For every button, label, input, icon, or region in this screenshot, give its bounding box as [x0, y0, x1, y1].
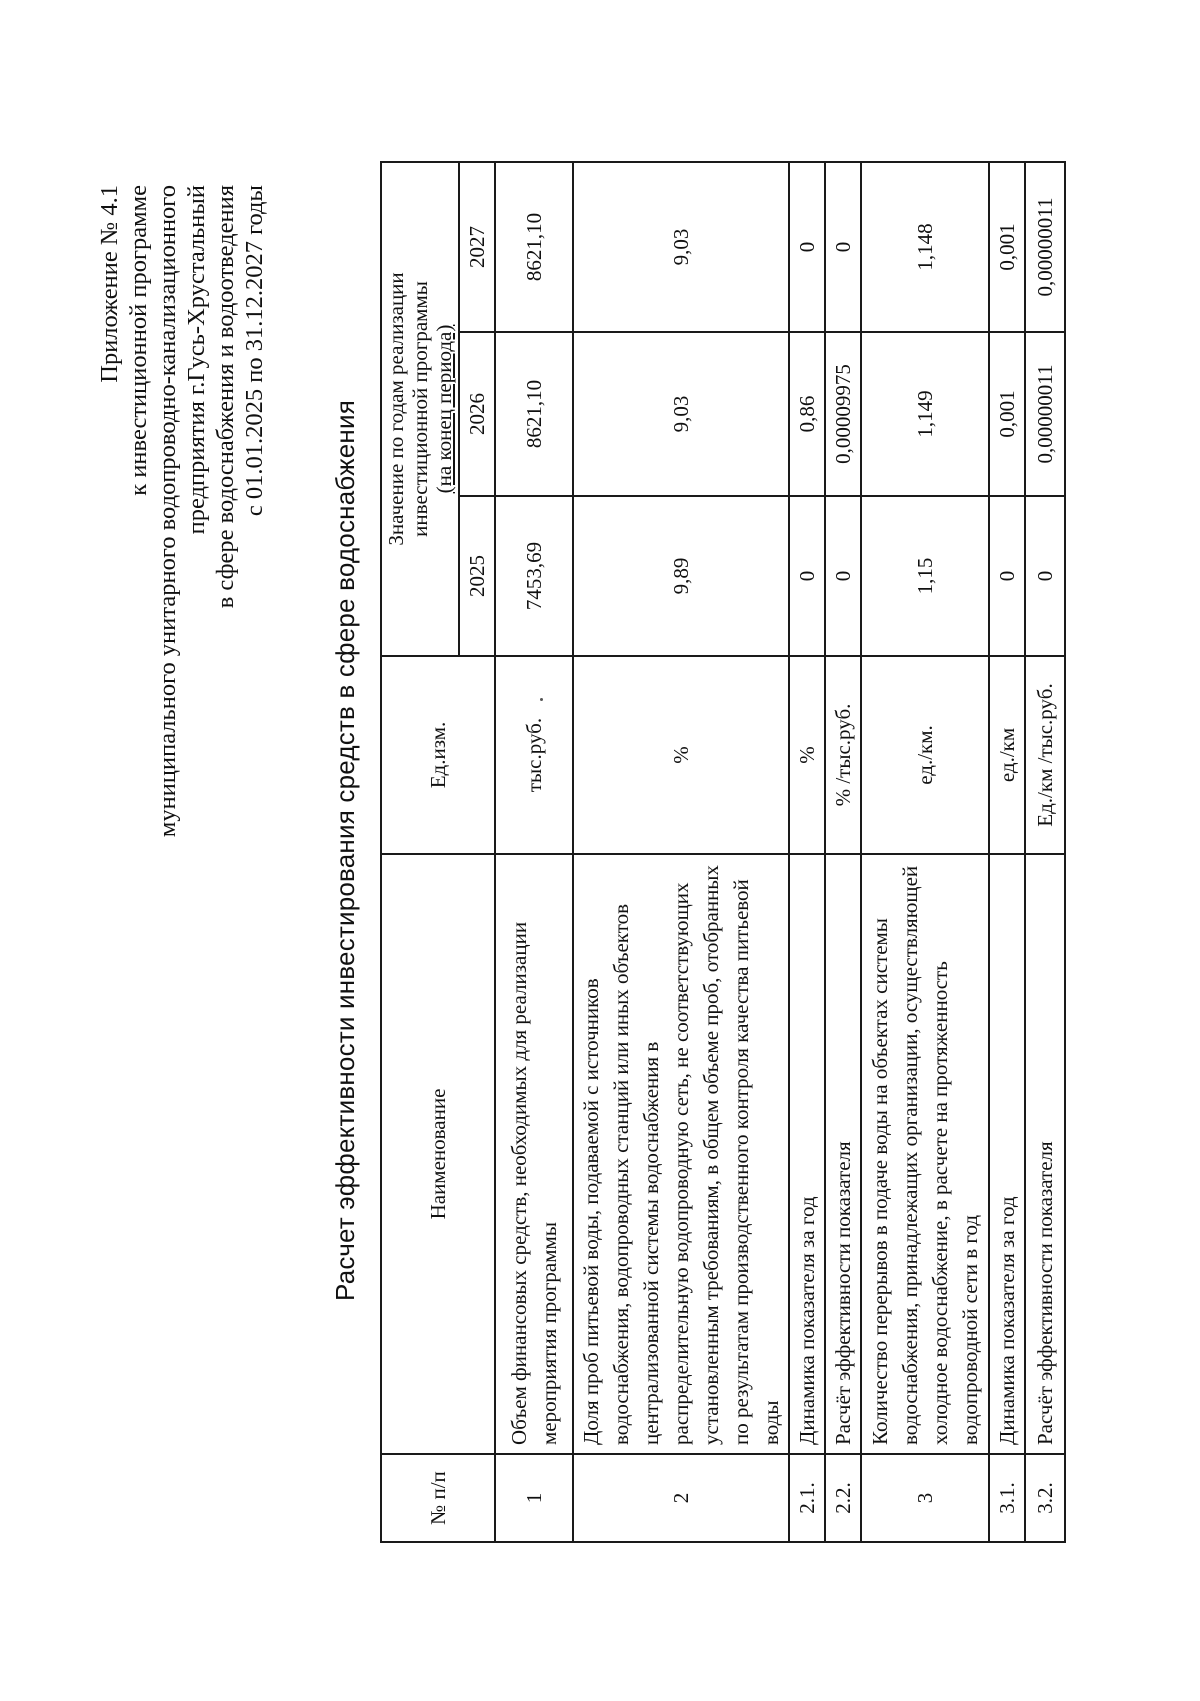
table-row: [861, 162, 989, 1542]
header-group-line: инвестиционной программы: [408, 281, 432, 537]
row-num: 3.1.: [989, 1454, 1025, 1542]
row-name: Количество перерывов в подаче воды на объектах системы водоснабжения, принадлежащих организации, осуществляющей холодное водоснабжение, в расчете на протяженность водопроводной сети в год: [861, 854, 989, 1454]
row-unit: ед./км: [989, 656, 1025, 854]
row-value: 0: [989, 496, 1025, 656]
appendix-number: Приложение № 4.1: [96, 185, 123, 383]
header-year: 2026: [459, 332, 495, 496]
header-group-line: Значение по годам реализации: [384, 272, 408, 546]
header-name: Наименование: [381, 854, 495, 1454]
table-row: [1025, 162, 1065, 1542]
row-value: 0: [1025, 496, 1065, 656]
row-value: 0: [825, 162, 861, 332]
appendix-period: с 01.01.2025 по 31.12.2027 годы: [241, 185, 268, 517]
efficiency-table: [380, 161, 1066, 1543]
header-year: 2027: [459, 162, 495, 332]
header-num: № п/п: [381, 1454, 495, 1542]
row-value: 9,03: [573, 332, 789, 496]
row-name: Объем финансовых средств, необходимых для реализации мероприятия программы: [495, 854, 573, 1454]
header-values-group: [381, 162, 459, 656]
appendix-header: [95, 185, 269, 1085]
document-title: Расчет эффективности инвестирования средств в сфере водоснабжения: [330, 400, 360, 1301]
row-unit: % /тыс.руб.: [825, 656, 861, 854]
row-name: Расчёт эффективности показателя: [1025, 854, 1065, 1454]
appendix-line: в сфере водоснабжения и водоотведения: [212, 185, 239, 609]
efficiency-table-wrapper: [380, 163, 1066, 1543]
appendix-line: муниципального унитарного водопроводно-канализационного: [154, 185, 181, 838]
row-value: 1,15: [861, 496, 989, 656]
row-num: 2.2.: [825, 1454, 861, 1542]
row-value: 0,001: [989, 332, 1025, 496]
row-unit: тыс.руб.: [495, 656, 573, 854]
row-num: 1: [495, 1454, 573, 1542]
row-num: 3: [861, 1454, 989, 1542]
row-name: Расчёт эффективности показателя: [825, 854, 861, 1454]
row-value: 8621,10: [495, 332, 573, 496]
row-value: 0,001: [989, 162, 1025, 332]
row-value: 0: [789, 496, 825, 656]
row-unit: %: [789, 656, 825, 854]
row-value: 0,00000011: [1025, 162, 1065, 332]
row-unit: %: [573, 656, 789, 854]
table-row: [989, 162, 1025, 1542]
row-value: 7453,69: [495, 496, 573, 656]
row-name: Доля проб питьевой воды, подаваемой с источников водоснабжения, водопроводных станций или иных объектов централизованной системы водоснабжения в распределительную водопроводную сеть, не соответствующих установленным требованиям, в общем объеме проб, отобранных по результатам производственного контроля качества питьевой воды: [573, 854, 789, 1454]
row-value: 0,86: [789, 332, 825, 496]
row-value: 0,00009975: [825, 332, 861, 496]
row-name: Динамика показателя за год: [789, 854, 825, 1454]
header-unit: Ед.изм.: [381, 656, 495, 854]
row-value: 9,03: [573, 162, 789, 332]
row-value: 8621,10: [495, 162, 573, 332]
header-year: 2025: [459, 496, 495, 656]
row-value: 0: [789, 162, 825, 332]
row-value: 0: [825, 496, 861, 656]
row-unit: ед./км.: [861, 656, 989, 854]
row-value: 1,149: [861, 332, 989, 496]
row-num: 2.1.: [789, 1454, 825, 1542]
appendix-line: к инвестиционной программе: [125, 185, 152, 496]
row-value: 0,00000011: [1025, 332, 1065, 496]
appendix-line: предприятия г.Гусь-Хрустальный: [183, 185, 210, 535]
table-row: [825, 162, 861, 1542]
row-value: 9,89: [573, 496, 789, 656]
row-unit: Ед./км /тыс.руб.: [1025, 656, 1065, 854]
table-header-row: [381, 162, 459, 1542]
table-row: [789, 162, 825, 1542]
header-group-line: (на конец периода): [432, 324, 456, 494]
row-value: 1,148: [861, 162, 989, 332]
row-num: 3.2.: [1025, 1454, 1065, 1542]
table-row: [495, 162, 573, 1542]
row-num: 2: [573, 1454, 789, 1542]
row-name: Динамика показателя за год: [989, 854, 1025, 1454]
table-row: [573, 162, 789, 1542]
